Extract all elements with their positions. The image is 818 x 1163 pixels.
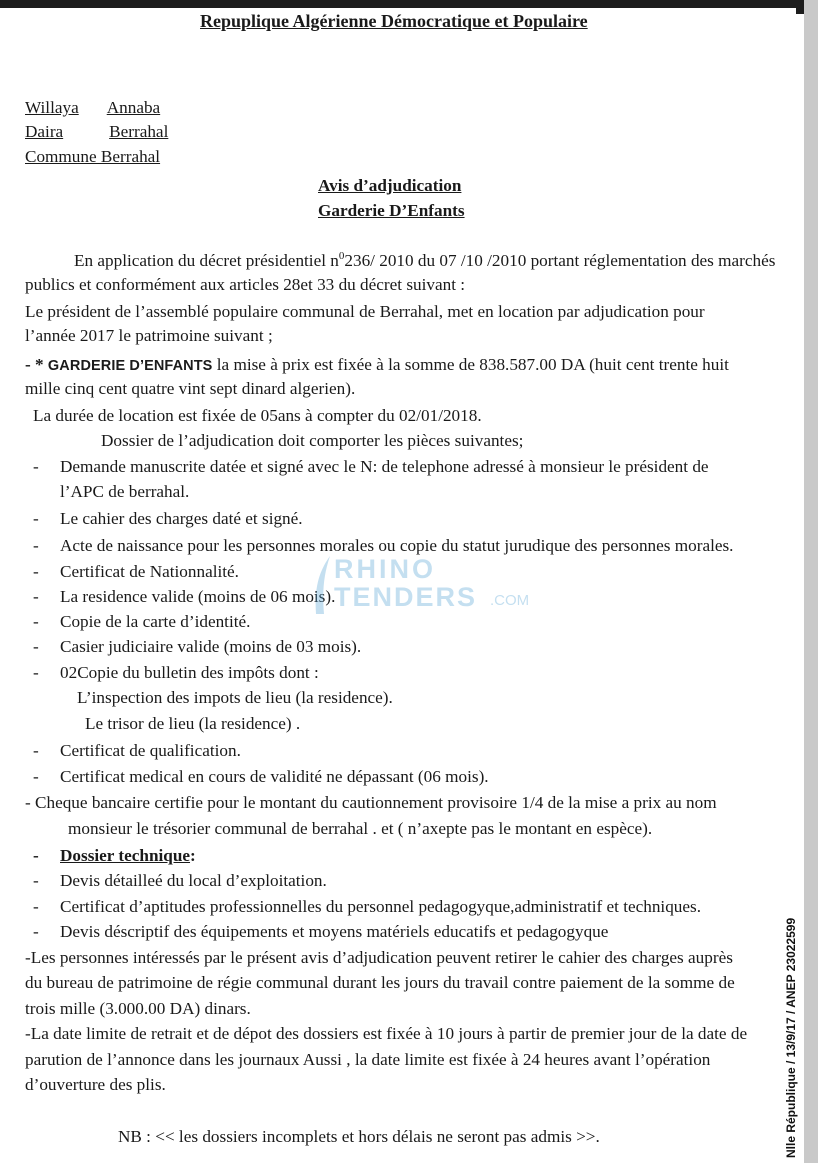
- lot-prefix: - *: [25, 355, 44, 374]
- piece-item: Certificat de qualification.: [60, 741, 241, 760]
- right-margin-bar: [804, 0, 818, 1163]
- intro-line-2: publics et conformément aux articles 28et 33 du décret suivant :: [25, 275, 466, 294]
- rhino-tenders-watermark: [312, 552, 542, 622]
- piece-item: Certificat medical en cours de validité ne dépassant (06 mois).: [60, 767, 489, 786]
- retrait-line-1: -Les personnes intéressés par le présent avis d’adjudication peuvent retirer le cahier des charges auprès: [25, 948, 733, 967]
- duration-line: La durée de location est fixée de 05ans à compter du 02/01/2018.: [33, 406, 482, 425]
- title-avis: Avis d’adjudication: [318, 176, 462, 195]
- piece-item: Certificat de Nationnalité.: [60, 562, 239, 581]
- list-dash: -: [33, 897, 39, 916]
- list-dash: -: [33, 562, 39, 581]
- list-dash: -: [33, 637, 39, 656]
- list-dash: -: [33, 509, 39, 528]
- list-dash: -: [33, 922, 39, 941]
- cheque-line-2: monsieur le trésorier communal de berrahal . et ( n’axepte pas le montant en espèce).: [68, 819, 653, 838]
- piece-item: Demande manuscrite datée et signé avec le N: de telephone adressé à monsieur le président de: [60, 457, 709, 476]
- retrait-line-2: du bureau de patrimoine de régie communal durant les jours du travail contre paiement de la somme de: [25, 973, 735, 992]
- list-dash: -: [33, 536, 39, 555]
- lot-line-2: mille cinq cent quatre vint sept dinard algerien).: [25, 379, 356, 398]
- list-dash: -: [33, 767, 39, 786]
- daira-value: Berrahal: [109, 122, 169, 141]
- technique-colon: :: [190, 846, 196, 865]
- watermark-line-1: RHINO: [334, 554, 436, 584]
- title-garderie: Garderie D’Enfants: [318, 201, 465, 220]
- watermark-line-3: .COM: [490, 592, 530, 609]
- republic-header: Repuplique Algérienne Démocratique et Populaire: [200, 11, 588, 31]
- side-publication-text: Nlle République / 13/9/17 / ANEP 23022599: [784, 917, 798, 1158]
- daira-line: [25, 121, 168, 143]
- nb-note: NB : << les dossiers incomplets et hors délais ne seront pas admis >>.: [118, 1127, 600, 1146]
- willaya-value: Annaba: [106, 98, 161, 117]
- technique-item: Certificat d’aptitudes professionnelles du personnel pedagogyque,administratif et techniques.: [60, 897, 702, 916]
- date-limite-line-3: d’ouverture des plis.: [25, 1075, 166, 1094]
- lot-name: GARDERIE D’ENFANTS: [47, 358, 213, 374]
- piece-item: Copie de la carte d’identité.: [60, 612, 251, 631]
- piece-item: Casier judiciaire valide (moins de 03 mois).: [60, 637, 362, 656]
- piece-item: Acte de naissance pour les personnes morales ou copie du statut jurudique des personnes morales.: [60, 536, 734, 555]
- intro-line-1a: En application du décret présidentiel n: [74, 251, 339, 270]
- date-limite-line-1: -La date limite de retrait et de dépot des dossiers est fixée à 10 jours à partir de premier jour de la date de: [25, 1024, 748, 1043]
- date-limite-line-2: parution de l’annonce dans les journaux Aussi , la date limite est fixée à 24 heures avant l’opération: [25, 1050, 711, 1069]
- technique-heading-text: Dossier technique: [60, 846, 191, 865]
- impots-sub-item: L’inspection des impots de lieu (la residence).: [77, 688, 393, 707]
- list-dash: -: [33, 741, 39, 760]
- technique-item: Devis déscriptif des équipements et moyens matériels educatifs et pedagogyque: [60, 922, 609, 941]
- technique-item: Devis détailleé du local d’exploitation.: [60, 871, 327, 890]
- intro-superscript: 0: [338, 250, 345, 262]
- top-right-border: [796, 0, 804, 14]
- willaya-label: Willaya: [25, 98, 79, 117]
- piece-item: La residence valide (moins de 06 mois).: [60, 587, 336, 606]
- watermark-line-2: TENDERS: [334, 582, 478, 612]
- list-dash: -: [33, 587, 39, 606]
- commune-line: Commune Berrahal: [25, 147, 161, 166]
- intro-line-3: Le président de l’assemblé populaire communal de Berrahal, met en location par adjudication pour: [25, 302, 705, 321]
- intro-line-4: l’année 2017 le patrimoine suivant ;: [25, 326, 273, 345]
- list-dash: -: [33, 846, 39, 865]
- technique-heading: [60, 845, 196, 867]
- dossier-intro: Dossier de l’adjudication doit comporter les pièces suivantes;: [101, 431, 524, 450]
- list-dash: -: [33, 871, 39, 890]
- intro-line-1: [74, 250, 775, 274]
- list-dash: -: [33, 457, 39, 476]
- willaya-line: [25, 97, 160, 119]
- list-dash: -: [33, 612, 39, 631]
- intro-line-1b: 236/ 2010 du 07 /10 /2010 portant réglementation des marchés: [344, 251, 776, 270]
- impots-sub-item: Le trisor de lieu (la residence) .: [85, 714, 301, 733]
- piece-item: Le cahier des charges daté et signé.: [60, 509, 303, 528]
- lot-line-1: [25, 354, 729, 377]
- cheque-line-1: - Cheque bancaire certifie pour le montant du cautionnement provisoire 1/4 de la mise a prix au nom: [25, 793, 717, 812]
- lot-text: la mise à prix est fixée à la somme de 838.587.00 DA (huit cent trente huit: [212, 355, 729, 374]
- top-border: [0, 0, 818, 8]
- retrait-line-3: trois mille (3.000.00 DA) dinars.: [25, 999, 251, 1018]
- list-dash: -: [33, 663, 39, 682]
- piece-item: 02Copie du bulletin des impôts dont :: [60, 663, 319, 682]
- daira-label: Daira: [25, 122, 64, 141]
- piece-item-cont: l’APC de berrahal.: [60, 482, 190, 501]
